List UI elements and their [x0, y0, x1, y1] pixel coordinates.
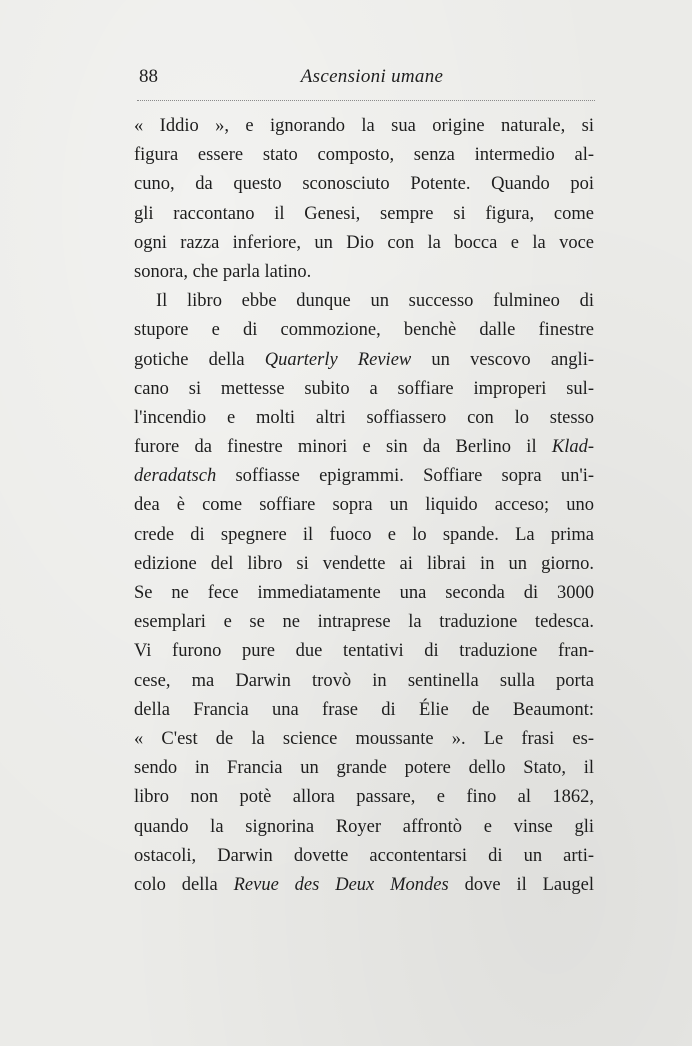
text-line: stupore e di commozione, benchè dalle finestre: [134, 320, 594, 341]
text-line: Se ne fece immediatamente una seconda di 3000: [134, 583, 594, 603]
text-line: [134, 346, 594, 375]
text-line: [134, 462, 594, 491]
text-line: l'incendio e molti altri soffiassero con lo stesso: [134, 407, 594, 428]
text-line: « C'est de la science moussante ». Le frasi es-: [134, 728, 594, 749]
text-line: crede di spegnere il fuoco e lo spande. La prima: [134, 524, 594, 545]
text-line: cuno, da questo sconosciuto Potente. Quando poi: [134, 174, 594, 195]
line-text: un vescovo angli-: [411, 349, 594, 370]
text-line: gli raccontano il Genesi, sempre si figura, come: [134, 203, 594, 224]
text-line: « Iddio », e ignorando la sua origine naturale, si: [134, 116, 594, 136]
text-line: libro non potè allora passare, e fino al 1862,: [134, 787, 594, 808]
text-line: Il libro ebbe dunque un successo fulmineo di: [156, 291, 594, 312]
text-line: sonora, che parla latino.: [134, 261, 312, 282]
text-line: cese, ma Darwin trovò in sentinella sulla porta: [134, 670, 594, 691]
text-line: sendo in Francia un grande potere dello Stato, il: [134, 758, 594, 779]
line-text: dove il Laugel: [448, 874, 594, 895]
page-number: 88: [139, 66, 158, 87]
text-line: ogni razza inferiore, un Dio con la bocca e la voce: [134, 232, 594, 253]
running-head: [137, 66, 595, 92]
text-line: dea è come soffiare sopra un liquido acceso; uno: [134, 495, 594, 516]
text-line: Vi furono pure due tentativi di traduzione fran-: [134, 641, 594, 662]
line-text: soffiasse epigrammi. Soffiare sopra un'i-: [216, 466, 594, 487]
journal-title-revue-des-deux-mondes: Revue des Deux Mondes: [233, 874, 449, 895]
text-line: esemplari e se ne intraprese la traduzione tedesca.: [134, 612, 594, 633]
text-line: della Francia una frase di Élie de Beaumont:: [134, 699, 594, 720]
text-line: ostacoli, Darwin dovette accontentarsi di un arti-: [134, 845, 594, 866]
text-line: edizione del libro si vendette ai librai in un giorno.: [134, 553, 594, 574]
line-text: furore da finestre minori e sin da Berlino il: [134, 437, 552, 458]
journal-title-kladderadatsch-part2: deradatsch: [134, 466, 217, 487]
line-text: colo della: [134, 874, 234, 895]
line-text: gotiche della: [134, 349, 265, 370]
text-line: [134, 871, 594, 900]
body-text: [134, 112, 594, 900]
journal-title-quarterly-review: Quarterly Review: [264, 349, 412, 370]
header-rule: [137, 100, 595, 101]
running-title: Ascensioni umane: [300, 66, 444, 87]
text-line: [134, 433, 594, 462]
text-line: cano si mettesse subito a soffiare improperi sul-: [134, 378, 594, 399]
text-line: figura essere stato composto, senza intermedio al-: [134, 145, 594, 166]
journal-title-kladderadatsch-part1: Klad-: [551, 437, 594, 458]
text-line: quando la signorina Royer affrontò e vinse gli: [134, 816, 594, 837]
